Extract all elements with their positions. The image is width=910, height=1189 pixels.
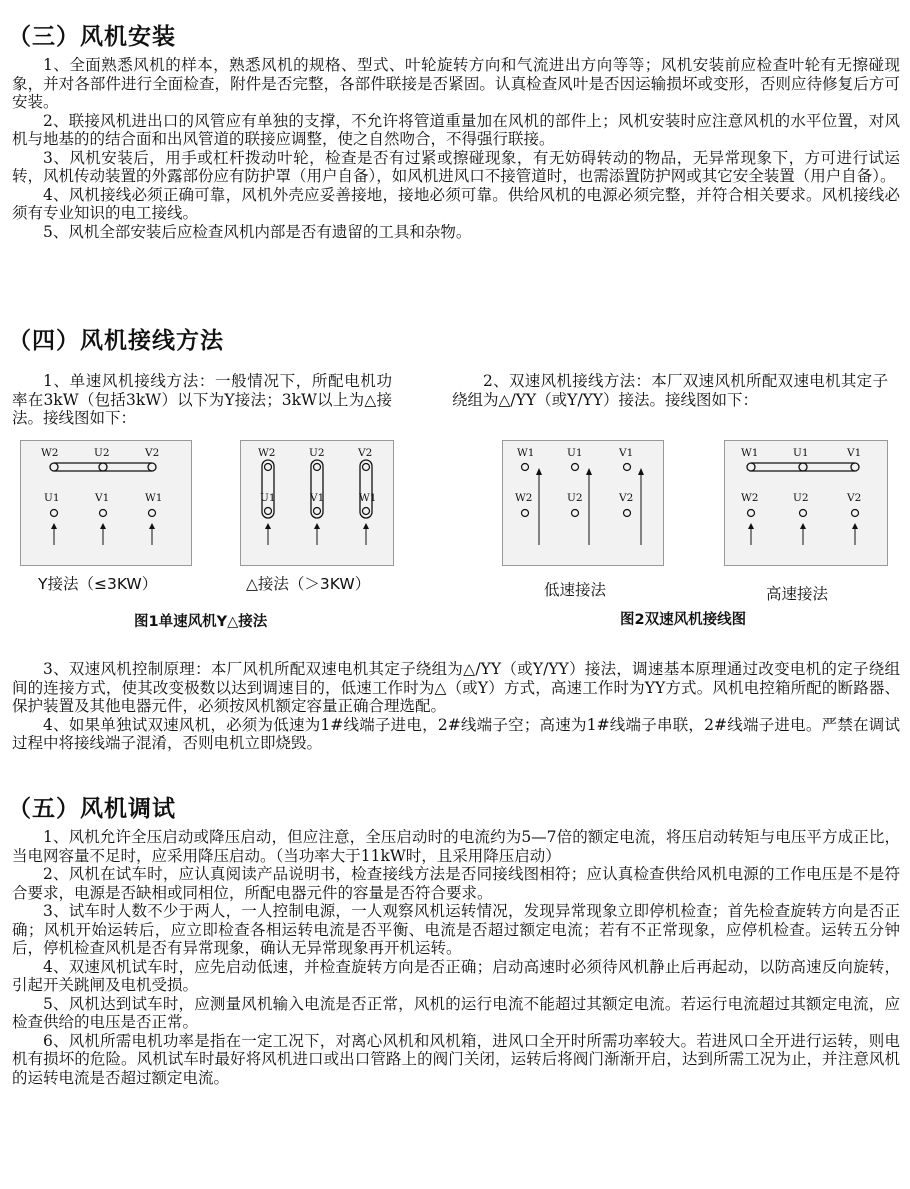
figure-2-caption: 图2双速风机接线图 <box>620 612 747 628</box>
label-v2-high: V2 <box>847 492 862 504</box>
label-u2-delta: U2 <box>309 447 325 459</box>
label-v1-delta: V1 <box>310 492 325 504</box>
label-u2-low: U2 <box>567 492 583 504</box>
label-u1: U1 <box>44 492 60 504</box>
label-u2-high: U2 <box>793 492 809 504</box>
label-u1-delta: U1 <box>260 492 276 504</box>
label-w1-delta: W1 <box>359 492 377 504</box>
section-4-title: （四）风机接线方法 <box>8 328 224 354</box>
section-5-para-5: 5、风机达到试车时，应测量风机输入电流是否正常，风机的运行电流不能超过其额定电流。若运行电流超过其额定电流，应检查供给的电压是否正常。 <box>12 994 900 1031</box>
section-3-title: （三）风机安装 <box>8 24 176 50</box>
label-w1: W1 <box>145 492 163 504</box>
label-w2: W2 <box>41 447 59 459</box>
section-3-para-4: 4、风机接线必须正确可靠，风机外壳应妥善接地，接地必须可靠。供给风机的电源必须完整，并符合相关要求。风机接线必须有专业知识的电工接线。 <box>12 185 900 222</box>
section-3-para-2: 2、联接风机进出口的风管应有单独的支撑，不允许将管道重量加在风机的部件上；风机安装时应注意风机的水平位置，对风机与地基的的结合面和出风管道的联接应调整，使之自然吻合，不得强行联接。 <box>12 111 900 148</box>
label-v1-low: V1 <box>619 447 634 459</box>
high-speed-diagram <box>724 440 888 566</box>
label-w2-delta: W2 <box>258 447 276 459</box>
section-4-para-4: 4、如果单独试双速风机，必须为低速为1#线端子进电，2#线端子空；高速为1#线端子串联，2#线端子进电。严禁在调试过程中将接线端子混淆，否则电机立即烧毁。 <box>12 715 900 752</box>
caption-high-speed: 高速接法 <box>766 585 829 603</box>
dual-speed-para: 2、双速风机接线方法：本厂双速风机所配双速电机其定子绕组为△/YY（或Y/YY）接法。接线图如下： <box>452 372 888 409</box>
section-5-para-1: 1、风机允许全压启动或降压启动，但应注意，全压启动时的电流约为5—7倍的额定电流，将压启动转矩与电压平方成正比，当电网容量不足时，应采用降压启动。（当功率大于11kW时，且采用降压启动） <box>12 828 900 865</box>
label-v2-low: V2 <box>619 492 634 504</box>
section-4-body <box>12 660 900 753</box>
caption-delta-connection: △接法（＞3KW） <box>246 575 371 593</box>
caption-low-speed: 低速接法 <box>544 581 607 599</box>
label-u1-low: U1 <box>567 447 583 459</box>
section-5-body <box>12 828 900 1087</box>
section-5-title: （五）风机调试 <box>8 796 176 822</box>
dual-speed-wiring-text <box>452 372 888 409</box>
single-speed-wiring-text <box>12 372 392 428</box>
section-5-para-3: 3、试车时人数不少于两人，一人控制电源，一人观察风机运转情况，发现异常现象立即停机检查；首先检查旋转方向是否正确；风机开始运转后，应立即检查各相运转电流是否平衡、电流是否超过额定电流；若有不正常现象，应停机检查。运转五分钟后，停机检查风机是否有异常现象，确认无异常现象再开机运转。 <box>12 902 900 957</box>
caption-y-connection: Y接法（≤3KW） <box>38 575 158 593</box>
section-4-para-3: 3、双速风机控制原理：本厂风机所配双速电机其定子绕组为△/YY（或Y/YY）接法，调速基本原理通过改变电机的定子绕组间的连接方式，使其改变极数以达到调速目的，低速工作时为△（或Y）方式，高速工作时为YY方式。风机电控箱所配的断路器、保护装置及其他电器元件，必须按风机额定容量正确合理选配。 <box>12 660 900 715</box>
delta-connection-diagram <box>240 440 394 566</box>
low-speed-diagram <box>502 440 664 566</box>
label-v1: V1 <box>95 492 110 504</box>
label-v1-high: V1 <box>847 447 862 459</box>
single-speed-para: 1、单速风机接线方法：一般情况下，所配电机功率在3kW（包括3kW）以下为Y接法；3kW以上为△接法。接线图如下： <box>12 372 392 427</box>
label-v2-delta: V2 <box>358 447 373 459</box>
section-3-para-1: 1、全面熟悉风机的样本，熟悉风机的规格、型式、叶轮旋转方向和气流进出方向等等；风机安装前应检查叶轮有无擦碰现象，并对各部件进行全面检查，附件是否完整，各部件联接是否紧固。认真检查风叶是否因运输损坏或变形，否则应待修复后方可安装。 <box>12 56 900 111</box>
section-3-para-5: 5、风机全部安装后应检查风机内部是否有遗留的工具和杂物。 <box>43 222 472 241</box>
label-u1-high: U1 <box>793 447 809 459</box>
label-w2-low: W2 <box>515 492 533 504</box>
section-5-para-6: 6、风机所需电机功率是指在一定工况下，对离心风机和风机箱，进风口全开时所需功率较大。若进风口全开进行运转，则电机有损坏的危险。风机试车时最好将风机进口或出口管路上的阀门关闭，运转后将阀门渐渐开启，达到所需工况为止，并注意风机的运转电流是否超过额定电流。 <box>12 1031 900 1087</box>
section-5-para-2: 2、风机在试车时，应认真阅读产品说明书，检查接线方法是否同接线图相符；应认真检查供给风机电源的工作电压是不是符合要求，电源是否缺相或同相位，所配电器元件的容量是否符合要求。 <box>12 865 900 902</box>
label-w2-high: W2 <box>741 492 759 504</box>
section-3-para-3: 3、风机安装后，用手或杠杆拨动叶轮，检查是否有过紧或擦碰现象，有无妨碍转动的物品，无异常现象下，方可进行试运转，风机传动装置的外露部份应有防护罩（用户自备），如风机进风口不接管道时，也需添置防护网或其它安全装置（用户自备）。 <box>12 148 900 185</box>
label-v2: V2 <box>145 447 160 459</box>
y-connection-diagram <box>20 440 192 566</box>
section-5-para-4: 4、双速风机试车时，应先启动低速，并检查旋转方向是否正确；启动高速时必须待风机静止后再起动，以防高速反向旋转，引起开关跳闸及电机受损。 <box>12 957 900 994</box>
figure-1-caption: 图1单速风机Y△接法 <box>134 614 268 630</box>
label-w1-high: W1 <box>741 447 759 459</box>
label-w1-low: W1 <box>517 447 535 459</box>
label-u2: U2 <box>94 447 110 459</box>
section-3-body <box>12 56 900 241</box>
